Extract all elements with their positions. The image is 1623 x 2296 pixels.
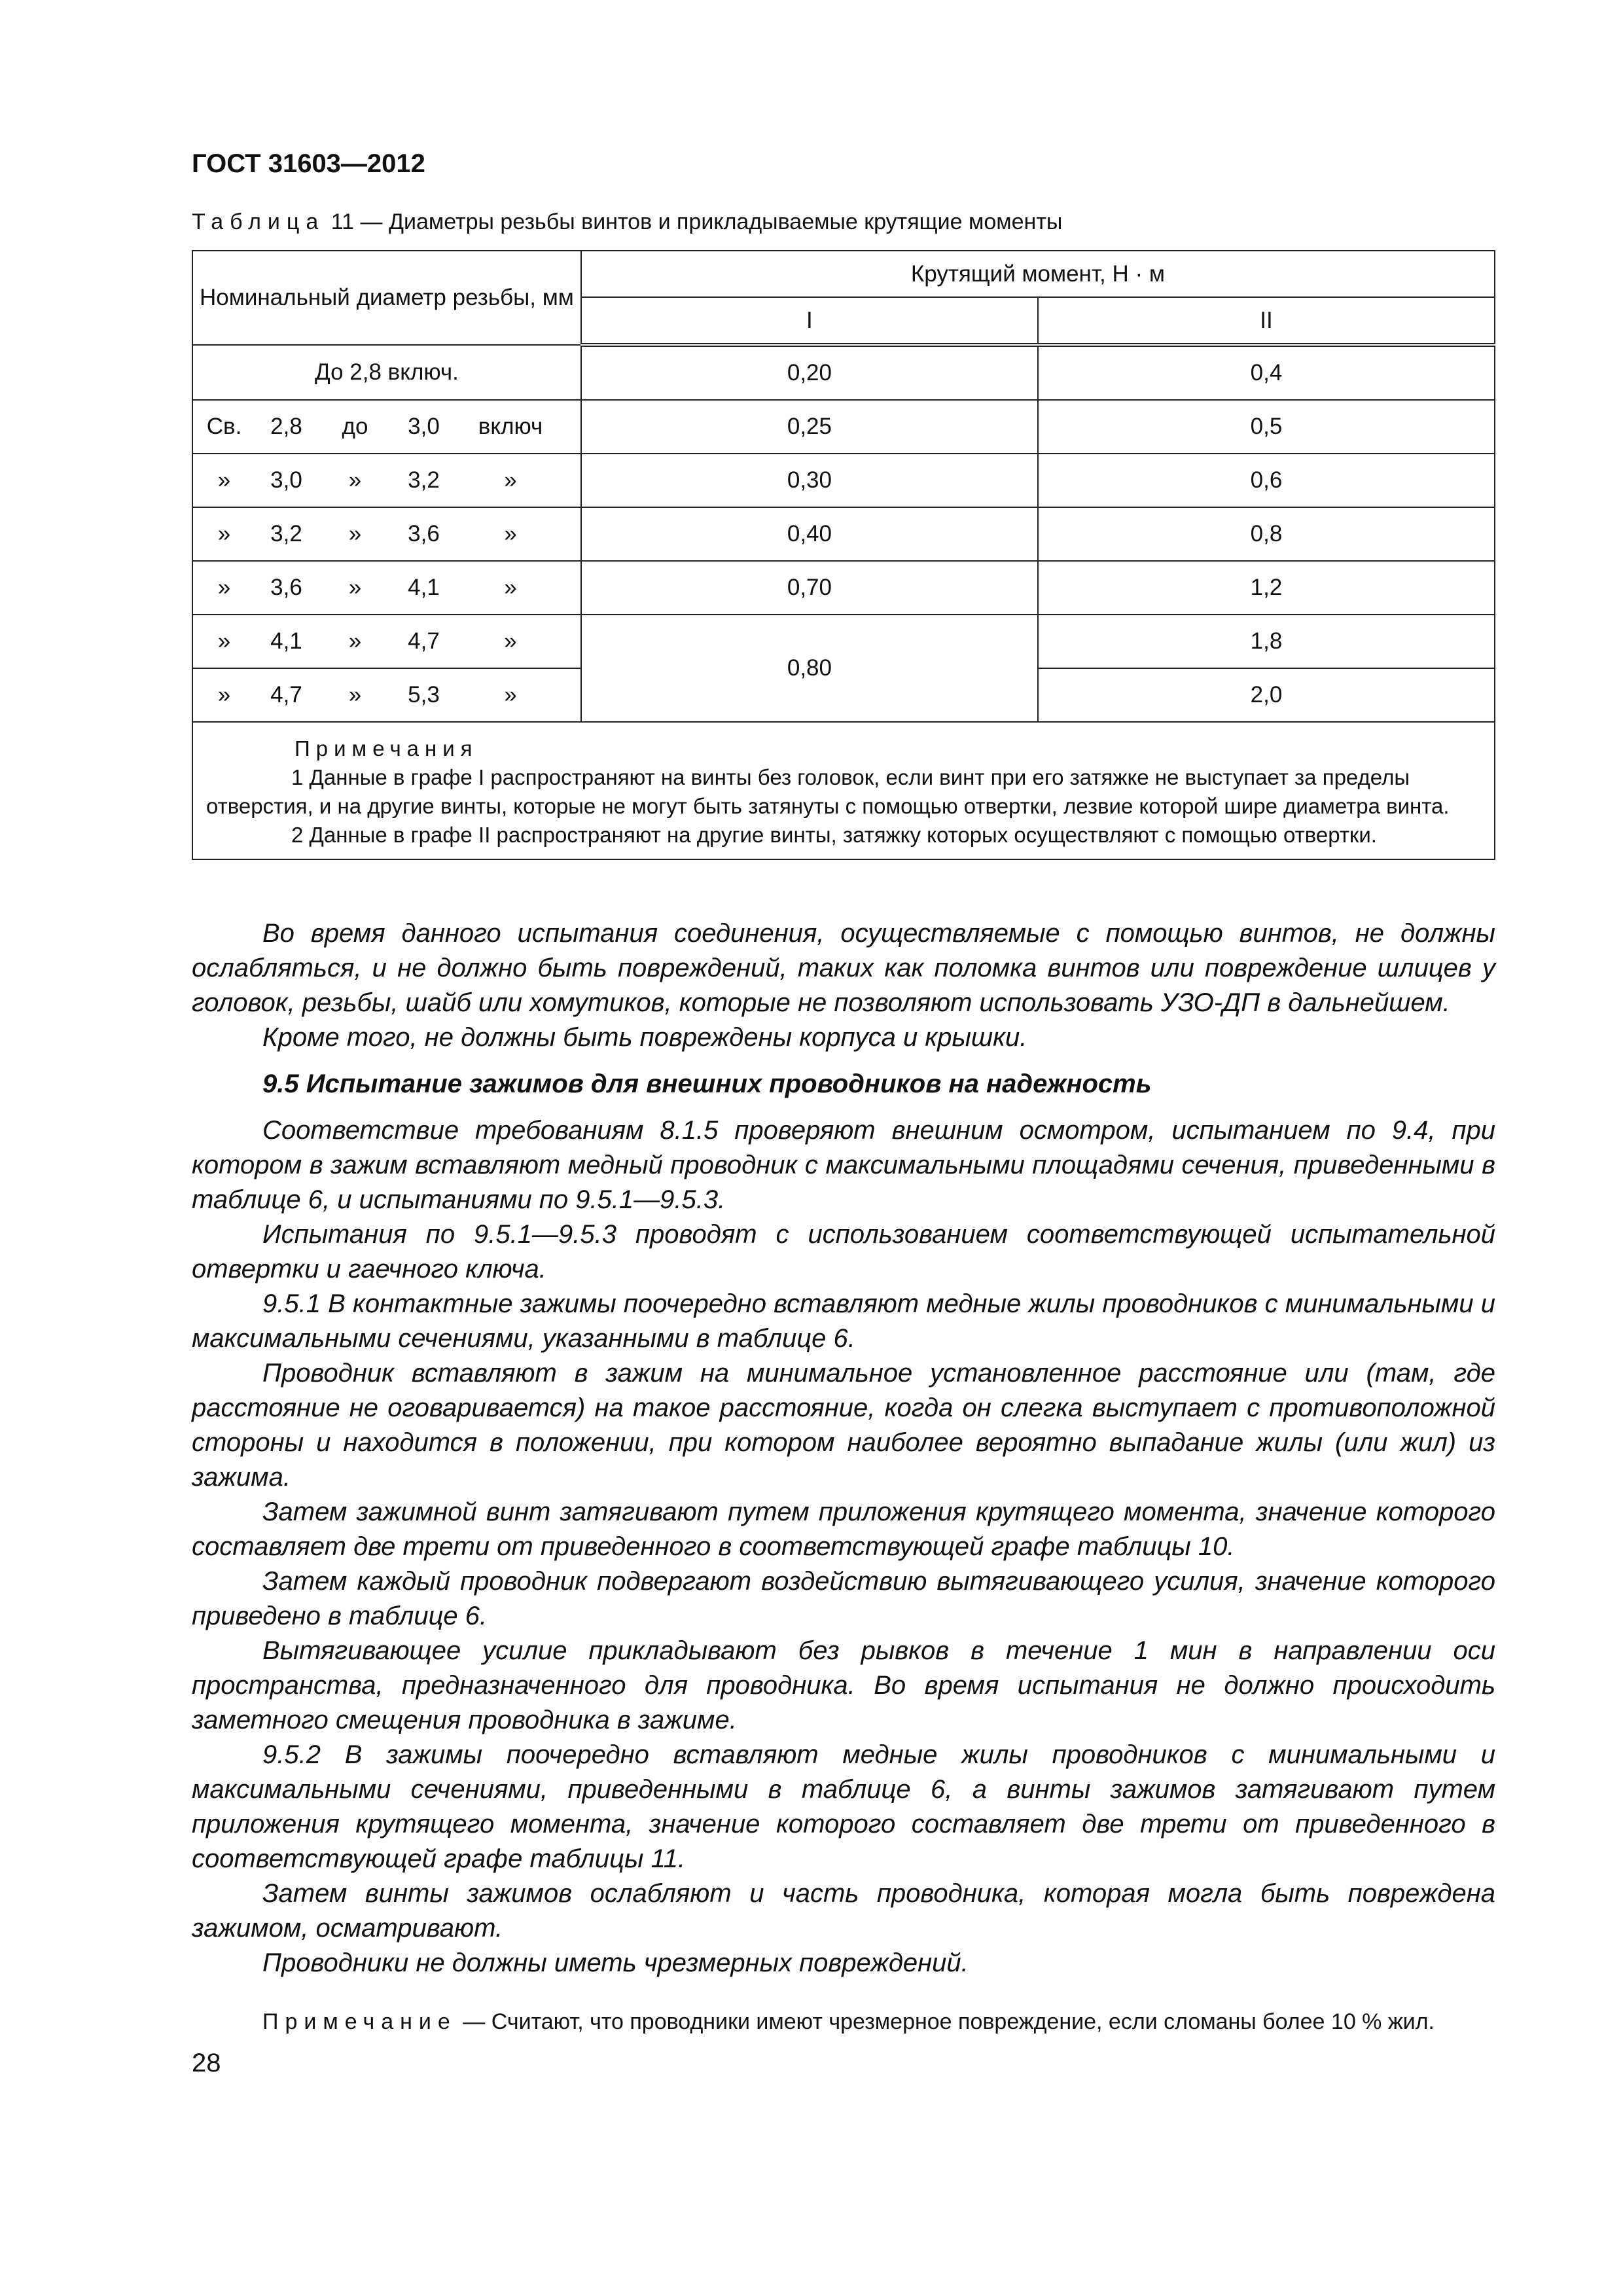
- torque-ii-cell: 0,8: [1038, 507, 1495, 561]
- paragraph: Проводник вставляют в зажим на минимальное установленное расстояние или (там, где расстояние не оговаривается) на такое расстояние, когда он слегка выступает с противоположной стороны и находится в положении, при котором наиболее вероятно выпадание жилы (или жил) из зажима.: [192, 1359, 1495, 1492]
- diameter-cell: До 2,8 включ.: [192, 345, 581, 400]
- paragraph: Затем каждый проводник подвергают воздействию вытягивающего усилия, значение которого приведено в таблице 6.: [192, 1567, 1495, 1630]
- torque-i-cell: 0,80: [581, 615, 1038, 722]
- range-from: 2,8: [270, 414, 302, 439]
- range-prefix: »: [217, 682, 231, 708]
- range-from: 3,0: [270, 467, 302, 493]
- range-word: »: [348, 467, 362, 493]
- table-caption-text: 11 — Диаметры резьбы винтов и прикладываемые крутящие моменты: [330, 209, 1063, 234]
- range-to: 3,6: [408, 521, 440, 547]
- torque-ii-cell: 0,5: [1038, 400, 1495, 454]
- range-to: 4,1: [408, 575, 440, 600]
- diameter-cell: [192, 400, 581, 454]
- table-caption-word: Таблица: [192, 209, 325, 234]
- table-caption: [192, 209, 1062, 235]
- range-from: 4,1: [270, 628, 302, 654]
- diameter-cell: [192, 507, 581, 561]
- range-prefix: Св.: [206, 414, 242, 439]
- range-word: »: [348, 575, 362, 600]
- table-row: [192, 345, 1495, 400]
- diameter-cell: [192, 454, 581, 507]
- range-word: до: [342, 414, 368, 439]
- diameter-cell: [192, 668, 581, 722]
- torque-table: [192, 250, 1495, 860]
- range-prefix: »: [217, 628, 231, 654]
- paragraph: Соответствие требованиям 8.1.5 проверяют внешним осмотром, испытанием по 9.4, при котором в зажим вставляют медный проводник с максимальными площадями сечения, приведенными в таблице 6, и испытаниями по 9.5.1—9.5.3.: [192, 1116, 1495, 1214]
- range-suffix: »: [504, 521, 517, 547]
- paragraph: Затем зажимной винт затягивают путем приложения крутящего момента, значение которого составляет две трети от приведенного в соответствующей графе таблицы 10.: [192, 1498, 1495, 1561]
- bottom-note-text: — Считают, что проводники имеют чрезмерное повреждение, если сломаны более 10 % жил.: [463, 2009, 1435, 2034]
- paragraph: Во время данного испытания соединения, осуществляемые с помощью винтов, не должны ослабляться, и не должно быть повреждений, таких как поломка винтов или повреждение шлицев у головок, резьбы, шайб или хомутиков, которые не позволяют использовать УЗО-ДП в дальнейшем.: [192, 919, 1495, 1017]
- torque-ii-cell: 0,4: [1038, 345, 1495, 400]
- table-row: [192, 454, 1495, 507]
- table-row: [192, 507, 1495, 561]
- col-header-torque: Крутящий момент, Н · м: [581, 251, 1495, 297]
- table-row: [192, 615, 1495, 668]
- paragraph: Испытания по 9.5.1—9.5.3 проводят с использованием соответствующей испытательной отвертки и гаечного ключа.: [192, 1220, 1495, 1283]
- col-header-diameter: Номинальный диаметр резьбы, мм: [192, 251, 581, 345]
- paragraph: Вытягивающее усилие прикладывают без рывков в течение 1 мин в направлении оси пространства, предназначенного для проводника. Во время испытания не должно происходить заметного смещения проводника в зажиме.: [192, 1636, 1495, 1734]
- paragraph: Проводники не должны иметь чрезмерных повреждений.: [262, 1948, 969, 1977]
- range-suffix: »: [504, 467, 517, 493]
- range-to: 4,7: [408, 628, 440, 654]
- range-word: »: [348, 521, 362, 547]
- range-suffix: включ: [478, 414, 543, 439]
- document-header: ГОСТ 31603—2012: [192, 149, 425, 178]
- torque-i-cell: 0,40: [581, 507, 1038, 561]
- range-prefix: »: [217, 521, 231, 547]
- torque-i-cell: 0,70: [581, 561, 1038, 615]
- range-to: 3,0: [408, 414, 440, 439]
- range-to: 3,2: [408, 467, 440, 493]
- paragraph: Затем винты зажимов ослабляют и часть проводника, которая могла быть повреждена зажимом, осматривают.: [192, 1879, 1495, 1943]
- range-from: 3,6: [270, 575, 302, 600]
- paragraph: Кроме того, не должны быть повреждены корпуса и крышки.: [262, 1023, 1027, 1052]
- section-heading: 9.5 Испытание зажимов для внешних проводников на надежность: [262, 1069, 1152, 1098]
- torque-i-cell: 0,20: [581, 345, 1038, 400]
- bottom-note-word: Примечание: [262, 2009, 457, 2034]
- torque-i-cell: 0,30: [581, 454, 1038, 507]
- torque-ii-cell: 2,0: [1038, 668, 1495, 722]
- range-prefix: »: [217, 467, 231, 493]
- range-suffix: »: [504, 628, 517, 654]
- paragraph: 9.5.2 В зажимы поочередно вставляют медные жилы проводников с минимальными и максимальными сечениями, приведенными в таблице 6, а винты зажимов затягивают путем приложения крутящего момента, значение которого составляет две трети от приведенного в соответствующей графе таблицы 11.: [192, 1740, 1495, 1873]
- page-number: 28: [192, 2049, 221, 2077]
- range-suffix: »: [504, 682, 517, 708]
- range-to: 5,3: [408, 682, 440, 708]
- paragraph: 9.5.1 В контактные зажимы поочередно вставляют медные жилы проводников с минимальными и максимальными сечениями, указанными в таблице 6.: [192, 1289, 1495, 1353]
- range-from: 3,2: [270, 521, 302, 547]
- body-text: [192, 916, 1495, 1981]
- torque-ii-cell: 0,6: [1038, 454, 1495, 507]
- bottom-note: [262, 2009, 1435, 2035]
- range-suffix: »: [504, 575, 517, 600]
- range-word: »: [348, 682, 362, 708]
- range-word: »: [348, 628, 362, 654]
- note-1: 1 Данные в графе I распространяют на винты без головок, если винт при его затяжке не выступает за пределы отверстия, и на другие винты, которые не могут быть затянуты с помощью отвертки, лезвие которой шире диаметра винта.: [206, 765, 1450, 818]
- table-notes: [192, 722, 1495, 859]
- diameter-cell: [192, 615, 581, 668]
- note-2: 2 Данные в графе II распространяют на другие винты, затяжку которых осуществляют с помощью отвертки.: [291, 823, 1377, 847]
- torque-ii-cell: 1,8: [1038, 615, 1495, 668]
- range-from: 4,7: [270, 682, 302, 708]
- notes-title: Примечания: [294, 736, 478, 761]
- table-row: [192, 400, 1495, 454]
- torque-i-cell: 0,25: [581, 400, 1038, 454]
- range-prefix: »: [217, 575, 231, 600]
- table-row: [192, 561, 1495, 615]
- col-header-i: I: [581, 297, 1038, 345]
- diameter-cell: [192, 561, 581, 615]
- torque-ii-cell: 1,2: [1038, 561, 1495, 615]
- col-header-ii: II: [1038, 297, 1495, 345]
